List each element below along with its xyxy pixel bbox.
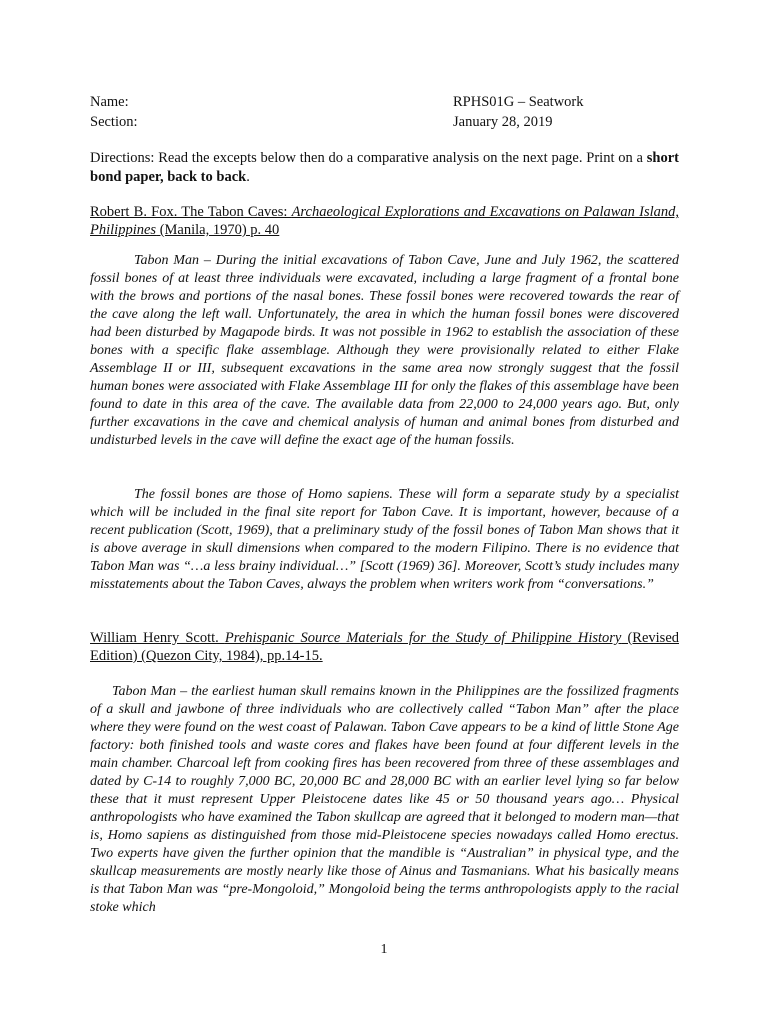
citation-title: Archaeological Explorations and Excavations on Palawan Island, Philippines	[90, 204, 679, 238]
section-label: Section:	[90, 114, 138, 130]
directions	[90, 149, 679, 187]
citation-details: (Revised Edition) (Quezon City, 1984), pp.14-15.	[90, 630, 679, 664]
excerpt-paragraph-2: The fossil bones are those of Homo sapiens. These will form a separate study by a specialist which will be included in the final site report for Tabon Cave. It is important, however, because of a recent publication (Scott, 1969), that a preliminary study of the fossil bones of Tabon Man shows that it is above average in skull dimensions when compared to the modern Filipino. There is no evidence that Tabon Man was “…a less brainy individual…” [Scott (1969) 36]. Moreover, Scott’s study includes many misstatements about the Tabon Caves, always the problem when writers work from “conversations.”	[90, 487, 679, 592]
student-info-block	[90, 92, 138, 132]
citation-title: Prehispanic Source Materials for the Study of Philippine History	[224, 630, 622, 646]
date: January 28, 2019	[453, 114, 553, 130]
directions-bold-text: short bond paper, back to back	[90, 150, 679, 185]
citation-author: William Henry Scott.	[90, 630, 225, 646]
course-info-block	[453, 92, 584, 132]
citation-author: Robert B. Fox. The Tabon Caves:	[90, 204, 292, 220]
excerpt-paragraph-1: Tabon Man – During the initial excavations of Tabon Cave, June and July 1962, the scattered fossil bones of at least three individuals were excavated, including a large fragment of a frontal bone with the brows and portions of the nasal bones. These fossil bones were recovered towards the rear of the cave along the left wall. Unfortunately, the area in which the human fossil bones were discovered had been disturbed by Magapode birds. It was not possible in 1962 to establish the association of these bones with a specific flake assemblage. Although they were provisionally related to either Flake Assemblage II or III, subsequent excavations in the same area now strongly suggest that the fossil human bones were associated with Flake Assemblage III for only the flakes of this assemblage have been found to date in this area of the cave. The available data from 22,000 to 24,000 years ago. But, only further excavations in the cave and chemical analysis of human and animal bones from disturbed and undisturbed levels in the cave will define the exact age of the human fossils.	[90, 253, 679, 448]
course-code: RPHS01G – Seatwork	[453, 94, 584, 110]
page-number: 1	[380, 942, 388, 957]
directions-end: .	[246, 169, 250, 185]
citation-scott	[90, 629, 679, 665]
citation-fox	[90, 203, 679, 239]
excerpt-paragraph-3: Tabon Man – the earliest human skull remains known in the Philippines are the fossilized fragments of a skull and jawbone of three individuals who are collectively called “Tabon Man” after the place where they were found on the west coast of Palawan. Tabon Cave appears to be a kind of little Stone Age factory: both finished tools and waste cores and flakes have been found at four different levels in the main chamber. Charcoal left from cooking fires has been recovered from three of these assemblages and dated by C-14 to roughly 7,000 BC, 20,000 BC and 28,000 BC with an earlier level lying so far below these that it must represent Upper Pleistocene dates like 45 or 50 thousand years ago… Physical anthropologists who have examined the Tabon skullcap are agreed that it belonged to modern man—that is, Homo sapiens as distinguished from those mid-Pleistocene species nowadays called Homo erectus. Two experts have given the further opinion that the mandible is “Australian” in physical type, and the skullcap measurements are mostly nearly like those of Ainus and Tasmanians. What his basically means is that Tabon Man was “pre-Mongoloid,” Mongoloid being the terms anthropologists apply to the racial stoke which	[90, 684, 679, 915]
directions-text: Directions: Read the excepts below then do a comparative analysis on the next page. Print on a	[90, 150, 647, 166]
name-label: Name:	[90, 94, 129, 110]
citation-details: (Manila, 1970) p. 40	[156, 222, 280, 238]
